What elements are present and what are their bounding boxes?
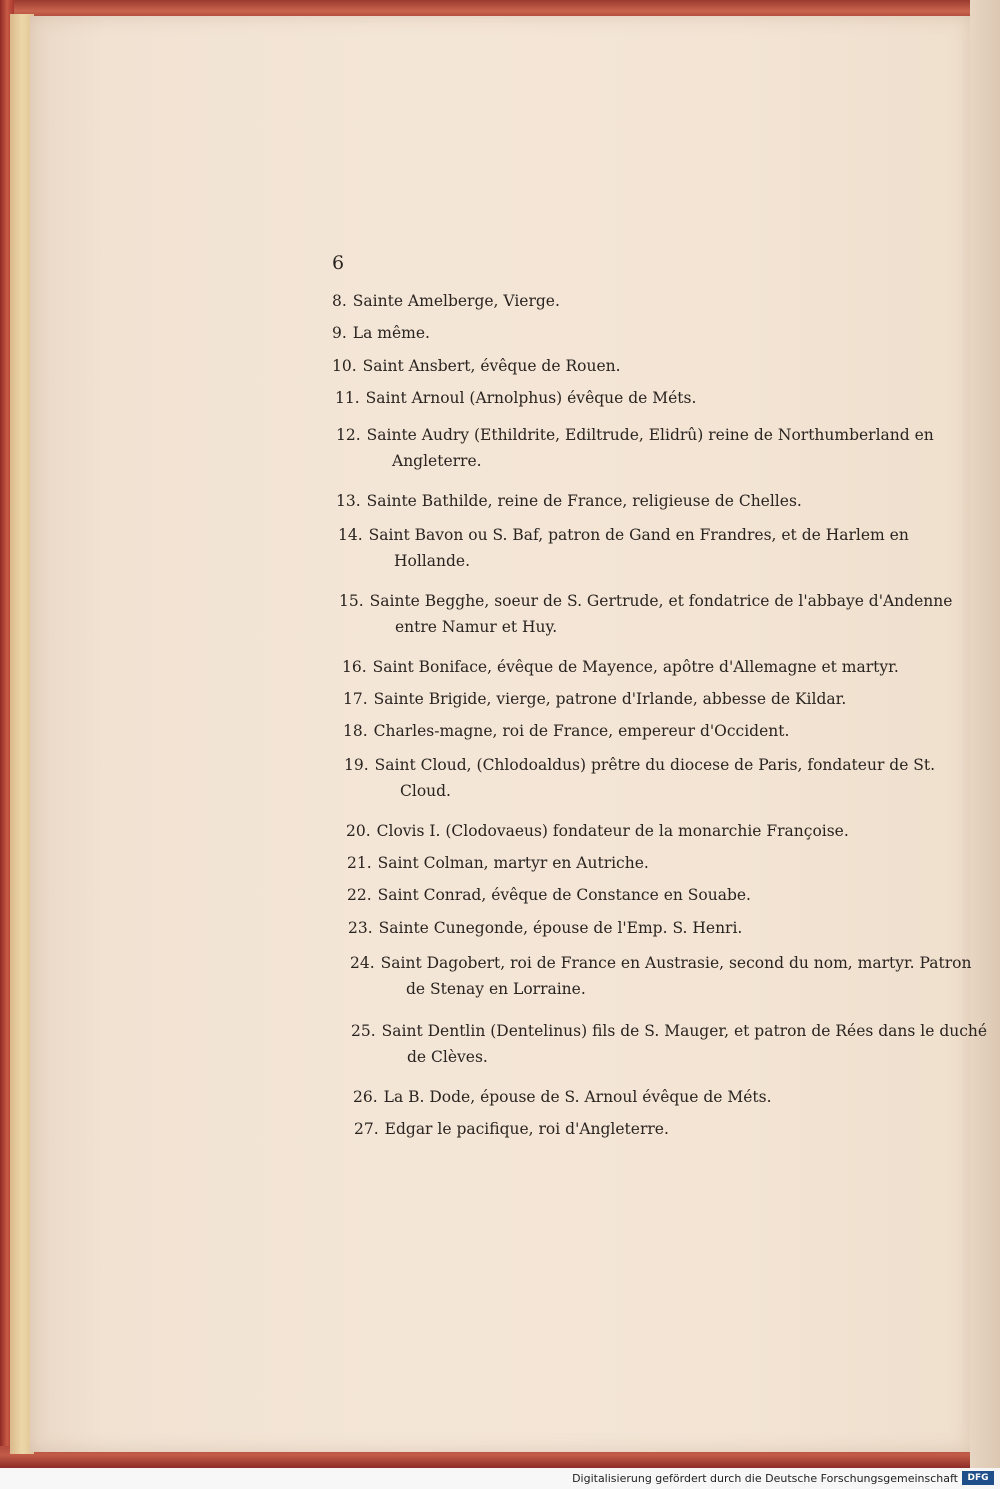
- entry-text: Saint Dagobert, roi de France en Austrasie, second du nom, martyr. Patron: [380, 954, 972, 972]
- entry-continuation: Cloud.: [400, 782, 451, 800]
- list-item: [339, 588, 952, 640]
- page-number: 6: [332, 252, 345, 274]
- entry-text: Sainte Amelberge, Vierge.: [352, 292, 560, 310]
- entry-continuation: Hollande.: [394, 552, 471, 570]
- list-item: [338, 522, 909, 574]
- list-item: [353, 1084, 772, 1110]
- entry-text: Saint Colman, martyr en Autriche.: [377, 854, 649, 872]
- entry-text: Saint Dentlin (Dentelinus) fils de S. Mauger, et patron de Rées dans le duché: [381, 1022, 988, 1040]
- entry-text: Sainte Brigide, vierge, patrone d'Irlande, abbesse de Kildar.: [373, 690, 847, 708]
- entry-text: Saint Cloud, (Chlodoaldus) prêtre du diocese de Paris, fondateur de St.: [374, 756, 936, 774]
- entry-text: Edgar le pacifique, roi d'Angleterre.: [384, 1120, 669, 1138]
- list-item: [342, 654, 899, 680]
- entry-number: 23.: [348, 919, 373, 937]
- entry-continuation: entre Namur et Huy.: [395, 618, 558, 636]
- entry-text: Sainte Cunegonde, épouse de l'Emp. S. Henri.: [378, 919, 743, 937]
- entry-number: 24.: [350, 954, 375, 972]
- entry-number: 10.: [332, 357, 357, 375]
- entry-text: Sainte Begghe, soeur de S. Gertrude, et fondatrice de l'abbaye d'Andenne: [369, 592, 953, 610]
- entry-continuation: de Clèves.: [407, 1048, 488, 1066]
- entry-text: La B. Dode, épouse de S. Arnoul évêque de Méts.: [383, 1088, 772, 1106]
- entry-text: Saint Boniface, évêque de Mayence, apôtre d'Allemagne et martyr.: [372, 658, 899, 676]
- entry-continuation: Angleterre.: [392, 452, 482, 470]
- list-item: [351, 1018, 987, 1070]
- entry-text: Sainte Audry (Ethildrite, Ediltrude, Elidrû) reine de Northumberland en: [366, 426, 934, 444]
- entry-number: 11.: [335, 389, 360, 407]
- list-item: [343, 686, 846, 712]
- list-item: [332, 288, 560, 314]
- list-item: [346, 818, 849, 844]
- entry-number: 9.: [332, 324, 347, 342]
- entry-number: 17.: [343, 690, 368, 708]
- entry-number: 8.: [332, 292, 347, 310]
- entry-number: 18.: [343, 722, 368, 740]
- entry-text: Saint Bavon ou S. Baf, patron de Gand en Frandres, et de Harlem en: [368, 526, 909, 544]
- entry-number: 26.: [353, 1088, 378, 1106]
- entry-text: Saint Arnoul (Arnolphus) évêque de Méts.: [365, 389, 697, 407]
- footer: [0, 1468, 1000, 1489]
- entry-number: 19.: [344, 756, 369, 774]
- list-item: [344, 752, 935, 804]
- entry-text: Sainte Bathilde, reine de France, religieuse de Chelles.: [366, 492, 802, 510]
- entry-number: 12.: [336, 426, 361, 444]
- entry-number: 20.: [346, 822, 371, 840]
- entry-number: 16.: [342, 658, 367, 676]
- book-page: [30, 16, 988, 1452]
- entry-number: 25.: [351, 1022, 376, 1040]
- entry-number: 15.: [339, 592, 364, 610]
- entry-continuation: de Stenay en Lorraine.: [406, 980, 586, 998]
- entry-text: Clovis I. (Clodovaeus) fondateur de la monarchie Françoise.: [376, 822, 849, 840]
- entry-text: Saint Conrad, évêque de Constance en Souabe.: [377, 886, 751, 904]
- entry-text: La même.: [352, 324, 430, 342]
- list-item: [350, 950, 971, 1002]
- entry-text: Charles-magne, roi de France, empereur d'Occident.: [373, 722, 790, 740]
- list-item: [354, 1116, 669, 1142]
- list-item: [347, 850, 649, 876]
- footer-credit: Digitalisierung gefördert durch die Deutsche Forschungsgemeinschaft: [572, 1472, 958, 1485]
- list-item: [348, 915, 742, 941]
- list-item: [343, 718, 789, 744]
- binding-top: [0, 0, 1000, 16]
- list-item: [347, 882, 751, 908]
- entry-number: 27.: [354, 1120, 379, 1138]
- entry-number: 14.: [338, 526, 363, 544]
- list-item: [335, 385, 696, 411]
- entry-text: Saint Ansbert, évêque de Rouen.: [362, 357, 621, 375]
- list-item: [332, 320, 430, 346]
- list-item: [332, 353, 621, 379]
- list-item: [336, 422, 934, 474]
- dfg-logo-icon: DFG: [962, 1471, 994, 1485]
- entry-number: 21.: [347, 854, 372, 872]
- entry-number: 22.: [347, 886, 372, 904]
- list-item: [336, 488, 802, 514]
- entry-number: 13.: [336, 492, 361, 510]
- page-right-edge: [970, 0, 1000, 1468]
